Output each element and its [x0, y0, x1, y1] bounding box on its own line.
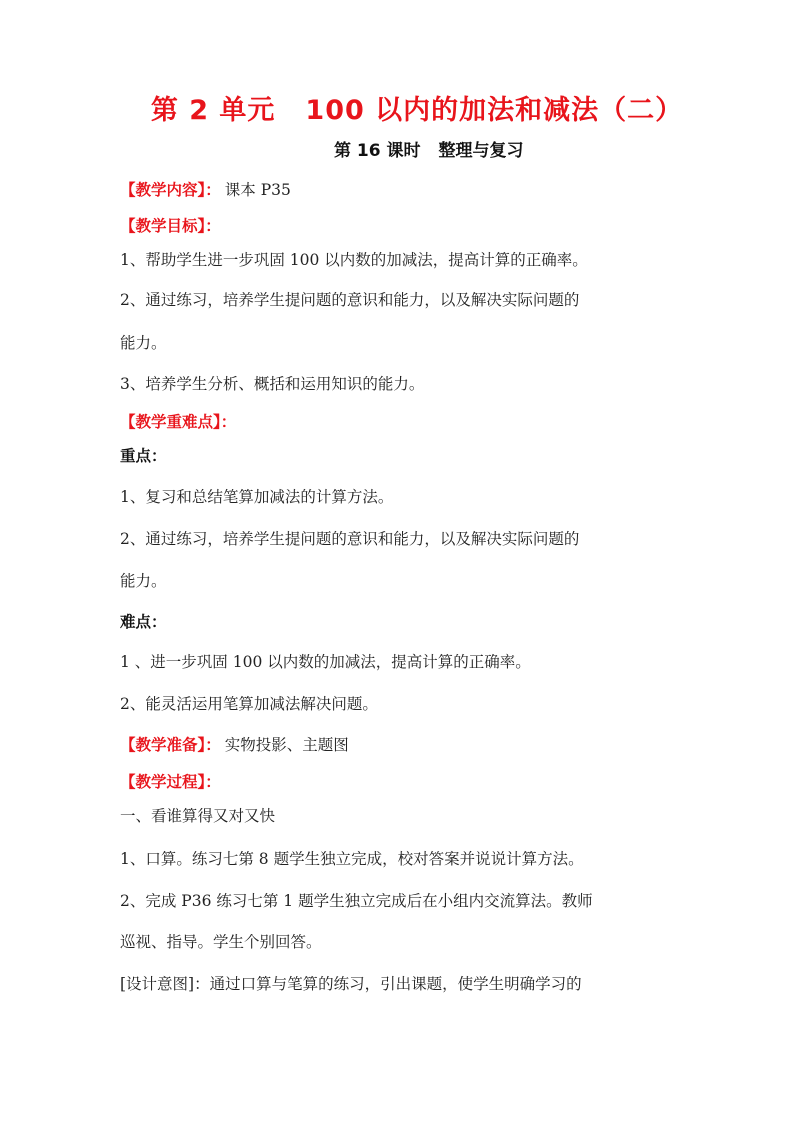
preparation-label: 【教学准备】：: [120, 736, 221, 754]
important-item: 能力。: [120, 572, 167, 590]
process-item: 一、看谁算得又对又快: [120, 807, 276, 825]
process-label: 【教学过程】：: [120, 773, 221, 791]
important-item: 1、复习和总结笔算加减法的计算方法。: [120, 488, 394, 506]
content-label: 【教学内容】：: [120, 181, 221, 199]
goals-label: 【教学目标】：: [120, 217, 221, 235]
unit-name: 100 以内的加法和减法（二）: [305, 95, 684, 126]
process-item: [设计意图]：通过口算与笔算的练习，引出课题，使学生明确学习的: [120, 975, 582, 993]
preparation-line: [120, 735, 349, 755]
content-line: [120, 180, 291, 200]
important-item: 2、通过练习，培养学生提问题的意识和能力，以及解决实际问题的: [120, 530, 580, 548]
unit-number: 第 2 单元: [150, 95, 276, 126]
goal-item: 能力。: [120, 334, 167, 352]
key-points-heading: [120, 412, 236, 432]
difficult-item: 2、能灵活运用笔算加减法解决问题。: [120, 695, 378, 713]
goal-item: 1、帮助学生进一步巩固 100 以内数的加减法，提高计算的正确率。: [120, 251, 588, 269]
unit-title: [0, 88, 794, 127]
lesson-number: 第 16 课时: [334, 141, 421, 161]
difficult-item: 1 、进一步巩固 100 以内数的加减法，提高计算的正确率。: [120, 653, 531, 671]
important-label: 重点：: [120, 447, 167, 465]
difficult-label: 难点：: [120, 613, 167, 631]
process-item: 2、完成 P36 练习七第 1 题学生独立完成后在小组内交流算法。教师: [120, 892, 593, 910]
process-item: 1、口算。练习七第 8 题学生独立完成，校对答案并说说计算方法。: [120, 850, 584, 868]
process-item: 巡视、指导。学生个别回答。: [120, 933, 322, 951]
content-value: 课本 P35: [224, 181, 291, 199]
goals-heading: [120, 216, 221, 236]
lesson-name: 整理与复习: [438, 141, 524, 161]
goal-item: 3、培养学生分析、概括和运用知识的能力。: [120, 375, 425, 393]
key-points-label: 【教学重难点】：: [120, 413, 237, 431]
process-heading: [120, 772, 221, 792]
preparation-value: 实物投影、主题图: [224, 736, 349, 754]
lesson-title: [334, 136, 524, 161]
goal-item: 2、通过练习，培养学生提问题的意识和能力，以及解决实际问题的: [120, 291, 580, 309]
